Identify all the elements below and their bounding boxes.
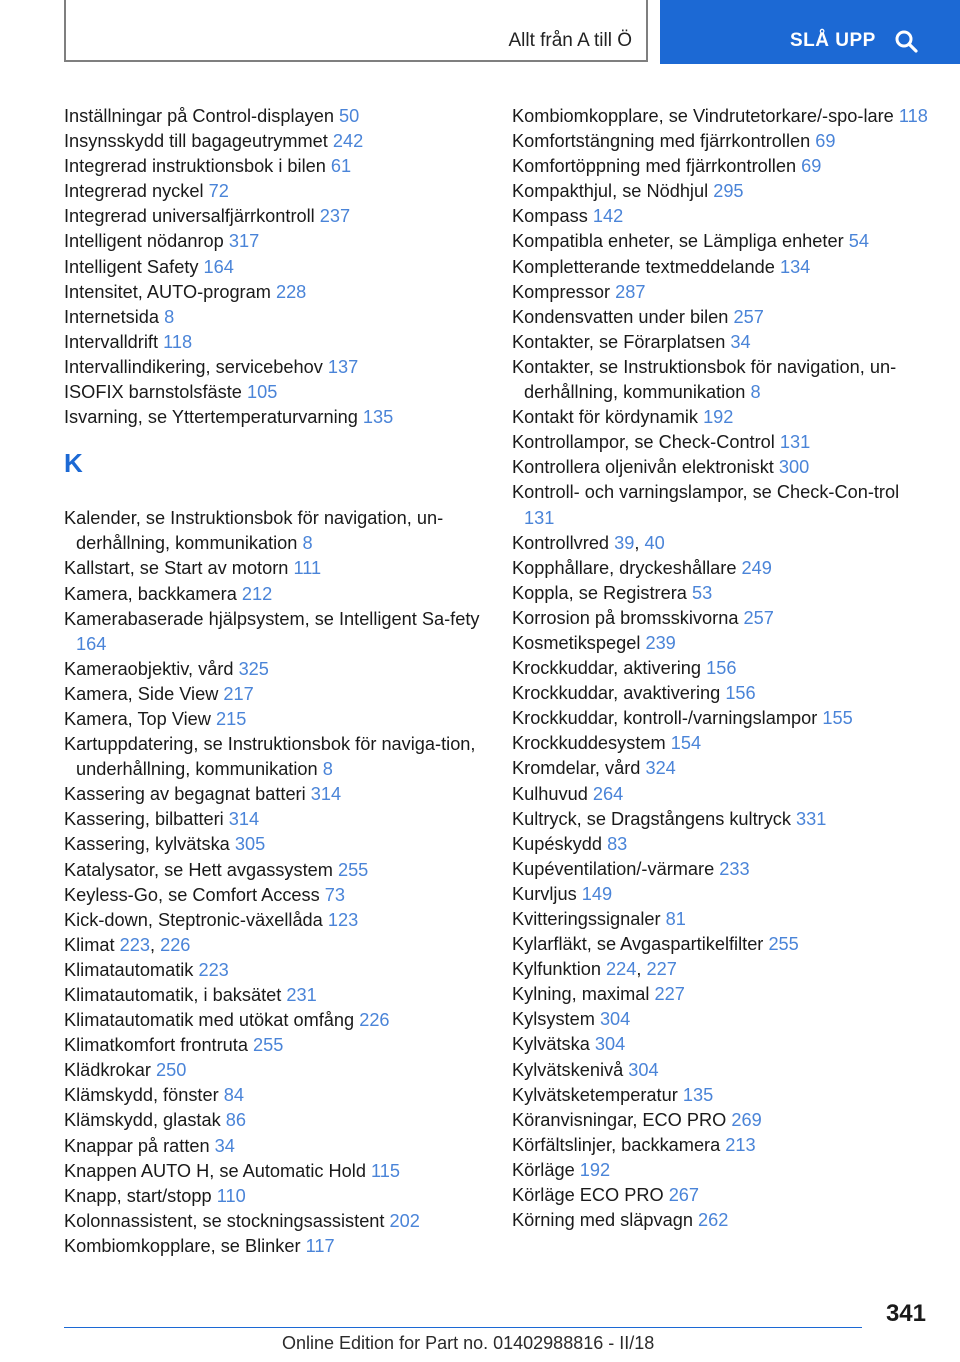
page-reference-link[interactable]: 8 — [322, 759, 333, 780]
index-entry: Kontrollvred 39, 40 — [512, 532, 665, 553]
page-reference-link[interactable]: 111 — [293, 558, 322, 579]
index-entry-term: Kopphållare, dryckeshållare — [512, 557, 737, 578]
page-reference-link[interactable]: 192 — [579, 1159, 611, 1180]
index-entry — [64, 154, 484, 179]
index-entry — [64, 782, 484, 807]
page-reference-link[interactable]: 305 — [234, 834, 266, 855]
page-reference-link[interactable]: 255 — [768, 934, 799, 955]
index-entry — [64, 1209, 484, 1234]
page-reference-link[interactable]: 135 — [682, 1084, 714, 1105]
page-reference-link[interactable]: 317 — [228, 231, 260, 252]
page-reference-link[interactable]: 69 — [801, 156, 822, 177]
index-entry — [512, 480, 932, 530]
index-entry — [64, 1033, 484, 1058]
page-reference-link[interactable]: 314 — [228, 809, 260, 830]
index-entry — [512, 204, 932, 229]
page-reference-link[interactable]: 255 — [253, 1035, 284, 1056]
page-reference-link[interactable]: 123 — [327, 909, 359, 930]
page-reference-link[interactable]: 40 — [644, 532, 665, 553]
page-reference-link[interactable]: 255 — [337, 859, 369, 880]
index-entry-term: Keyless-Go, se Comfort Access — [64, 884, 320, 905]
index-entry — [512, 731, 932, 756]
page-reference-link[interactable]: 237 — [319, 206, 351, 227]
index-entry-term: Kosmetikspegel — [512, 632, 641, 653]
index-entry — [64, 582, 484, 607]
index-entry-term: Kylarfläkt, se Avgaspartikelfilter — [512, 934, 764, 955]
search-label: SLÅ UPP — [790, 30, 876, 51]
index-entry-term: Krockkuddesystem — [512, 733, 666, 754]
index-entry-term: Knappen AUTO H, se Automatic Hold — [64, 1160, 366, 1181]
index-entry — [512, 857, 932, 882]
index-entry-term: Knappar på ratten — [64, 1135, 210, 1156]
top-navigation — [64, 0, 960, 64]
page-reference-link[interactable]: 267 — [668, 1185, 700, 1206]
index-entry — [64, 179, 484, 204]
index-entry-term: ISOFIX barnstolsfäste — [64, 382, 242, 403]
page-reference-link[interactable]: 223 — [198, 959, 229, 980]
page-reference-link[interactable]: 61 — [330, 156, 352, 177]
index-nav-button[interactable] — [64, 0, 648, 62]
index-entry-term: Insynsskydd till bagageutrymmet — [64, 131, 328, 152]
search-icon — [894, 29, 918, 53]
index-entry — [512, 882, 932, 907]
page-reference-link[interactable]: 314 — [310, 784, 342, 805]
page-reference-link[interactable]: 134 — [779, 256, 811, 277]
page-reference-link[interactable]: 131 — [779, 432, 811, 453]
index-entry — [64, 506, 484, 556]
page-reference-link[interactable]: 110 — [216, 1185, 246, 1206]
page-reference-link[interactable]: 304 — [599, 1009, 631, 1030]
index-entry — [512, 706, 932, 731]
page-reference-link[interactable]: 262 — [698, 1210, 729, 1231]
index-entry — [512, 430, 932, 455]
index-entry-term: Kurvljus — [512, 883, 577, 904]
page-reference-link[interactable]: 324 — [645, 758, 676, 779]
page-reference-link[interactable]: 269 — [731, 1109, 762, 1130]
index-entry — [512, 982, 932, 1007]
index-entry — [512, 1158, 932, 1183]
page-reference-link[interactable]: 118 — [898, 106, 928, 126]
page-reference-link[interactable]: 8 — [750, 382, 761, 403]
index-entry-term: Kontroll- och varningslampor, se Check-Con-trol — [512, 482, 900, 503]
index-entry-term: Kameraobjektiv, vård — [64, 658, 234, 679]
index-entry-term: Klädkrokar — [64, 1060, 151, 1081]
index-entry-term: Kylfunktion — [512, 959, 601, 980]
index-entry-term: Klimat — [64, 934, 115, 955]
index-entry — [64, 983, 484, 1008]
index-entry — [512, 280, 932, 305]
index-entry-term: Kylning, maximal — [512, 984, 650, 1005]
page-reference-link[interactable]: 224 — [606, 959, 637, 980]
index-entry-term: Kassering av begagnat batteri — [64, 784, 306, 805]
page-reference-link[interactable]: 217 — [223, 683, 254, 704]
index-entry-term: Integrerad instruktionsbok i bilen — [64, 156, 326, 177]
index-entry — [512, 179, 932, 204]
index-entry — [512, 405, 932, 430]
index-entry — [64, 305, 484, 330]
page-reference-link[interactable]: 135 — [362, 407, 394, 428]
page-reference-link[interactable]: 300 — [778, 457, 810, 478]
index-entry — [64, 1184, 484, 1209]
index-entry — [512, 681, 932, 706]
index-entry-term: Klämskydd, fönster — [64, 1085, 219, 1106]
page-reference-link[interactable]: 226 — [160, 934, 191, 955]
page-reference-link[interactable]: 81 — [665, 909, 686, 929]
page-reference-link[interactable]: 227 — [654, 984, 685, 1005]
index-entry-term: Kontrollera oljenivån elektroniskt — [512, 457, 774, 478]
page-reference-link[interactable]: 54 — [848, 231, 869, 252]
index-entry — [64, 1134, 484, 1159]
index-entry-term: Kulhuvud — [512, 783, 588, 804]
page-reference-link[interactable]: 34 — [214, 1135, 235, 1156]
index-entry-term: Kromdelar, vård — [512, 758, 641, 779]
index-entry — [512, 154, 932, 179]
index-entry — [64, 1159, 484, 1184]
page-reference-link[interactable]: 192 — [703, 407, 734, 428]
index-entry-term: Kultryck, se Dragstångens kultryck — [512, 808, 791, 829]
index-entry-term: Kupéventilation/-värmare — [512, 858, 715, 879]
index-entry-term: Körläge ECO PRO — [512, 1185, 664, 1206]
page-reference-link[interactable]: 149 — [581, 883, 613, 904]
page-reference-link[interactable]: 73 — [324, 884, 346, 905]
edition-footer: Online Edition for Part no. 01402988816 - II/18 — [282, 1333, 655, 1353]
index-entry — [64, 1008, 484, 1033]
index-entry — [64, 229, 484, 254]
index-entry — [512, 255, 932, 280]
index-entry — [512, 305, 932, 330]
index-entry — [512, 1133, 932, 1158]
index-entry — [512, 1083, 932, 1108]
page-reference-link[interactable]: 84 — [223, 1085, 244, 1106]
index-entry — [64, 607, 484, 657]
page-reference-link[interactable]: 257 — [733, 306, 764, 327]
page-reference-link[interactable]: 228 — [275, 281, 307, 302]
index-entry — [512, 656, 932, 681]
index-entry-term: Integrerad nyckel — [64, 181, 204, 202]
index-entry — [512, 355, 932, 405]
index-entry — [64, 908, 484, 933]
index-entry-term: Korrosion på bromsskivorna — [512, 607, 739, 628]
index-entry — [512, 1032, 932, 1057]
index-entry — [512, 1007, 932, 1032]
index-entry-term: Inställningar på Control-displayen — [64, 106, 334, 126]
index-entry — [64, 858, 484, 883]
index-entry — [64, 255, 484, 280]
index-entry-term: Kassering, bilbatteri — [64, 809, 224, 830]
page-reference-link[interactable]: 257 — [743, 607, 774, 628]
page-reference-link[interactable]: 331 — [796, 808, 827, 829]
index-entry-term: Koppla, se Registrera — [512, 582, 687, 603]
page-reference-link[interactable]: 264 — [592, 783, 624, 804]
page-reference-link[interactable]: 226 — [359, 1010, 390, 1031]
index-entry — [64, 104, 484, 129]
index-entry — [512, 631, 932, 656]
index-column-left — [64, 104, 484, 1259]
index-entry-term: Kombiomkopplare, se Blinker — [64, 1235, 301, 1256]
page-reference-link[interactable]: 304 — [628, 1059, 659, 1080]
page-reference-link[interactable]: 118 — [163, 331, 193, 352]
page-reference-link[interactable]: 227 — [646, 959, 677, 980]
index-entry-term: Komfortöppning med fjärrkontrollen — [512, 156, 797, 177]
index-entry — [64, 807, 484, 832]
index-entry — [64, 832, 484, 857]
index-entry — [64, 204, 484, 229]
page-reference-link[interactable]: 287 — [615, 281, 646, 302]
index-entry-term: Kylvätska — [512, 1034, 590, 1055]
index-entry-term: Kick-down, Steptronic-växellåda — [64, 909, 323, 930]
index-entry — [512, 1208, 932, 1233]
index-entry-term: Kompass — [512, 206, 588, 227]
page-reference-link[interactable]: 155 — [822, 708, 853, 729]
page-reference-link[interactable]: 156 — [706, 658, 737, 679]
index-entry-term: Intelligent Safety — [64, 256, 199, 277]
index-entry — [512, 606, 932, 631]
index-entry — [512, 832, 932, 857]
index-entry-term: Kylvätskenivå — [512, 1059, 624, 1080]
page-reference-link[interactable]: 239 — [645, 632, 676, 653]
page-reference-link[interactable]: 202 — [389, 1210, 420, 1231]
index-entry-term: Kontakter, se Instruktionsbok för navigation, un-derhållning, kommunikation — [512, 356, 897, 403]
page-reference-link[interactable]: 8 — [164, 306, 175, 327]
page-reference-link[interactable]: 249 — [741, 557, 772, 578]
index-entry-term: Körfältslinjer, backkamera — [512, 1134, 721, 1155]
index-entry — [64, 380, 484, 405]
index-entry-term: Klimatautomatik — [64, 959, 194, 980]
index-entry-term: Intervalldrift — [64, 331, 159, 352]
index-entry — [512, 807, 932, 832]
index-entry-term: Kolonnassistent, se stockningsassistent — [64, 1210, 385, 1231]
page-reference-link[interactable]: 233 — [719, 858, 750, 879]
index-entry-term: Kamera, Top View — [64, 708, 211, 729]
index-entry-term: Krockkuddar, aktivering — [512, 658, 702, 679]
index-entry-term: Kombiomkopplare, se Vindrutetorkare/-spo-lare — [512, 106, 894, 126]
index-entry — [64, 958, 484, 983]
index-entry-term: Kondensvatten under bilen — [512, 306, 729, 327]
index-entry-term: Kompakthjul, se Nödhjul — [512, 181, 709, 202]
page-reference-link[interactable]: 223 — [119, 934, 150, 955]
index-entry-term: Klimatautomatik, i baksätet — [64, 985, 282, 1005]
page-reference-link[interactable]: 53 — [691, 582, 713, 603]
index-entry-term: Kassering, kylvätska — [64, 834, 230, 855]
index-entry-term: Kamerabaserade hjälpsystem, se Intelligent Sa-fety — [64, 608, 480, 629]
index-entry — [512, 1058, 932, 1083]
index-entry — [512, 129, 932, 154]
index-entry — [512, 782, 932, 807]
page-reference-link[interactable]: 215 — [216, 708, 247, 729]
index-entry — [64, 129, 484, 154]
footer-divider — [64, 1327, 862, 1328]
page-reference-link[interactable]: 115 — [371, 1160, 401, 1181]
index-entry — [64, 732, 484, 782]
index-entry-term: Kontakt för kördynamik — [512, 407, 698, 428]
page-number: 341 — [885, 1300, 926, 1327]
page-reference-link[interactable]: 117 — [305, 1235, 335, 1256]
index-entry — [512, 907, 932, 932]
index-entry-term: Körläge — [512, 1159, 575, 1180]
index-entry — [512, 1183, 932, 1208]
page-reference-link[interactable]: 164 — [203, 256, 234, 277]
index-entry-term: Intelligent nödanrop — [64, 231, 224, 252]
page-reference-link[interactable]: 39 — [614, 532, 635, 553]
page-reference-link[interactable]: 105 — [246, 382, 278, 403]
index-entry-term: Katalysator, se Hett avgassystem — [64, 859, 333, 880]
index-entry — [512, 556, 932, 581]
index-entry — [64, 682, 484, 707]
index-entry — [64, 355, 484, 380]
page-reference-link[interactable]: 8 — [302, 533, 313, 554]
index-entry-term: Kontakter, se Förarplatsen — [512, 331, 726, 352]
index-entry — [64, 657, 484, 682]
page-reference-link[interactable]: 156 — [725, 683, 756, 704]
index-entry-term: Klimatkomfort frontruta — [64, 1035, 248, 1056]
page-reference-link[interactable]: 142 — [592, 206, 624, 227]
page-reference-link[interactable]: 250 — [156, 1060, 187, 1081]
index-entry-term: Kamera, Side View — [64, 683, 219, 704]
index-entry — [64, 556, 484, 581]
index-entry — [512, 229, 932, 254]
index-entry-term: Kallstart, se Start av motorn — [64, 558, 289, 579]
index-entry — [512, 330, 932, 355]
index-entry-term: Kalender, se Instruktionsbok för navigation, un-derhållning, kommunikation — [64, 508, 444, 554]
page-reference-link[interactable]: 212 — [241, 583, 273, 604]
page-reference-link[interactable]: 72 — [208, 181, 229, 202]
page-reference-link[interactable]: 154 — [670, 733, 702, 754]
index-entry — [64, 405, 484, 430]
index-entry-term: Körning med släpvagn — [512, 1210, 693, 1231]
page-reference-link[interactable]: 131 — [524, 507, 555, 528]
page-reference-link[interactable]: 231 — [286, 985, 317, 1005]
index-entry-term: Kontrollampor, se Check-Control — [512, 432, 775, 453]
index-entry-term: Kompressor — [512, 281, 611, 302]
index-entry — [512, 455, 932, 480]
index-entry-term: Kylsystem — [512, 1009, 595, 1030]
index-entry — [512, 581, 932, 606]
index-entry-term: Intensitet, AUTO-program — [64, 281, 271, 302]
index-entry-term: Krockkuddar, kontroll-/varningslampor — [512, 708, 818, 729]
index-entry-term: Komfortstängning med fjärrkontrollen — [512, 131, 811, 152]
page-reference-link[interactable]: 325 — [238, 658, 269, 679]
index-entry-term: Kamera, backkamera — [64, 583, 237, 604]
index-entry — [512, 1108, 932, 1133]
index-entry-term: Klimatautomatik med utökat omfång — [64, 1010, 355, 1031]
index-entry — [64, 1108, 484, 1133]
index-entry-term: Kylvätsketemperatur — [512, 1084, 678, 1105]
index-entry — [64, 883, 484, 908]
page-reference-link[interactable]: 137 — [327, 356, 359, 377]
index-entry — [64, 1058, 484, 1083]
index-entry-term: Kupéskydd — [512, 833, 602, 854]
page-reference-link[interactable]: 164 — [76, 633, 107, 654]
index-entry-term: Knapp, start/stopp — [64, 1185, 212, 1206]
index-entry — [64, 1234, 484, 1259]
page-reference-link[interactable]: 295 — [713, 181, 744, 202]
index-entry: Klimat 223, 226 — [64, 934, 191, 955]
page-reference-link[interactable]: 213 — [725, 1134, 756, 1155]
index-entry — [64, 1083, 484, 1108]
index-letter-heading: K — [64, 448, 83, 479]
index-entry-term: Kompatibla enheter, se Lämpliga enheter — [512, 231, 844, 252]
index-entry-term: Intervallindikering, servicebehov — [64, 356, 323, 377]
index-nav-label: Allt från A till Ö — [508, 30, 632, 51]
index-entry-term: Krockkuddar, avaktivering — [512, 683, 721, 704]
index-entry — [64, 280, 484, 305]
index-entry-term: Integrerad universalfjärrkontroll — [64, 206, 315, 227]
page-reference-link[interactable]: 242 — [332, 131, 364, 152]
index-entry: Kylfunktion 224, 227 — [512, 959, 677, 980]
index-entry-term: Kartuppdatering, se Instruktionsbok för naviga-tion, underhållning, kommunikation — [64, 734, 476, 780]
index-entry — [512, 756, 932, 781]
index-entry-term: Kompletterande textmeddelande — [512, 256, 775, 277]
index-column-right — [512, 104, 932, 1233]
search-button[interactable] — [660, 0, 960, 64]
index-entry-term: Kontrollvred — [512, 532, 610, 553]
index-entry-term: Klämskydd, glastak — [64, 1110, 221, 1131]
index-entry — [512, 104, 932, 129]
page-reference-link[interactable]: 69 — [815, 131, 836, 152]
page-reference-link[interactable]: 304 — [594, 1034, 626, 1055]
index-entry — [512, 932, 932, 957]
index-entry-term: Kvitteringssignaler — [512, 909, 661, 929]
page-reference-link[interactable]: 86 — [225, 1110, 246, 1131]
index-entry-term: Internetsida — [64, 306, 160, 327]
page-reference-link[interactable]: 83 — [607, 833, 628, 854]
index-entry — [64, 330, 484, 355]
index-entry-term: Isvarning, se Yttertemperaturvarning — [64, 407, 358, 428]
page-reference-link[interactable]: 34 — [730, 331, 751, 352]
index-entry-term: Köranvisningar, ECO PRO — [512, 1109, 727, 1130]
page-reference-link[interactable]: 50 — [339, 106, 360, 126]
index-entry — [64, 707, 484, 732]
